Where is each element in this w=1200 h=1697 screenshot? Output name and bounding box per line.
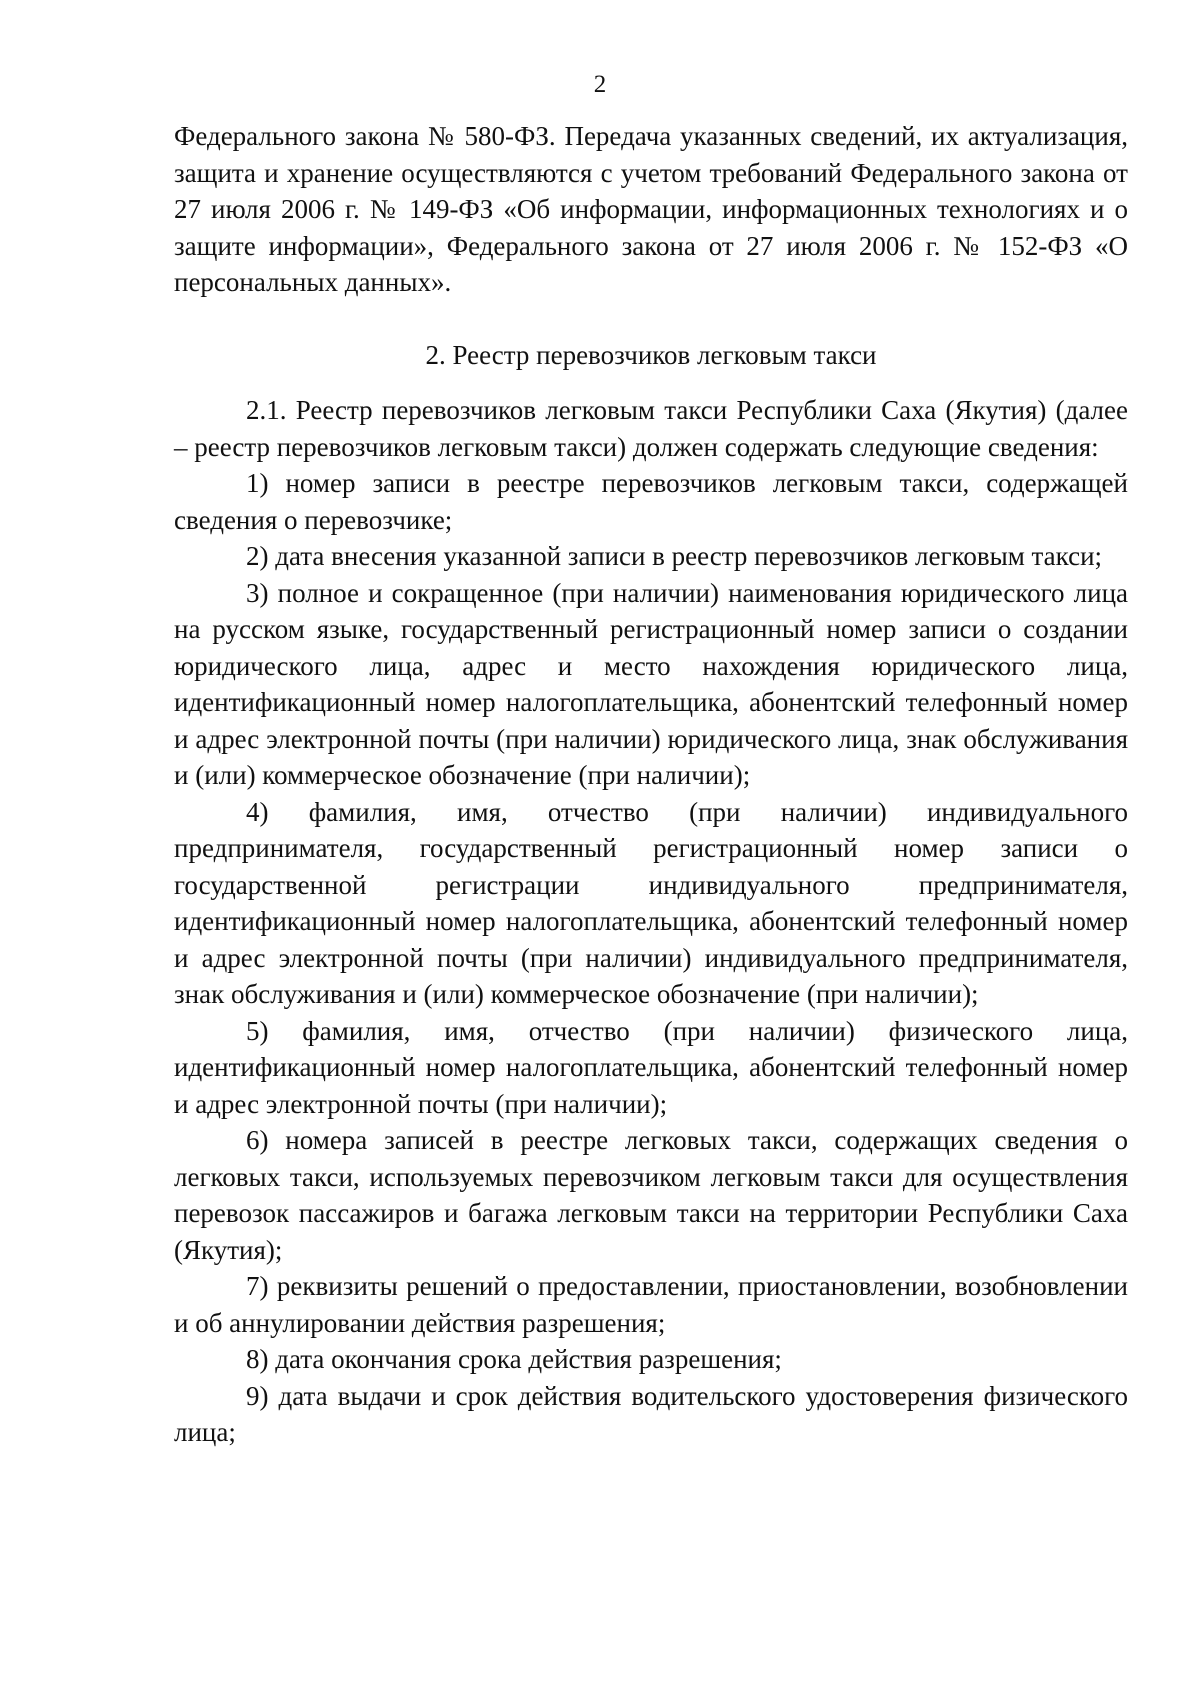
- list-item-1: 1) номер записи в реестре перевозчиков легковым такси, содержащей сведения о перевозчике;: [174, 468, 1128, 535]
- list-item-3: 3) полное и сокращенное (при наличии) наименования юридического лица на русском языке, государственный регистрационный номер записи о создании юридического лица, адрес и место нахождения юридического лица, идентификационный номер налогоплательщика, абонентский телефонный номер и адрес электронной почты (при наличии) юридического лица, знак обслуживания и (или) коммерческое обозначение (при наличии);: [174, 577, 1128, 790]
- spacer: [174, 301, 1128, 319]
- list-item-2: 2) дата внесения указанной записи в реестр перевозчиков легковым такси;: [246, 541, 1103, 571]
- list-item-9: 9) дата выдачи и срок действия водительского удостоверения физического лица;: [174, 1380, 1128, 1447]
- intro-paragraph: Федерального закона № 580-ФЗ. Передача указанных сведений, их актуализация, защита и хранение осуществляются с учетом требований Федерального закона от 27 июля 2006 г. № 149-ФЗ «Об информации, информационных технологиях и о защите информации», Федерального закона от 27 июля 2006 г. № 152-ФЗ «О персональных данных».: [174, 121, 1128, 297]
- list-item-8: 8) дата окончания срока действия разрешения;: [246, 1344, 782, 1374]
- list-item-7: 7) реквизиты решений о предоставлении, приостановлении, возобновлении и об аннулировании действия разрешения;: [174, 1271, 1128, 1338]
- page-number: 2: [593, 71, 607, 98]
- document-body: [174, 118, 1128, 1451]
- list-item-4: 4) фамилия, имя, отчество (при наличии) индивидуального предпринимателя, государственный регистрационный номер записи о государственной регистрации индивидуального предпринимателя, идентификационный номер налогоплательщика, абонентский телефонный номер и адрес электронной почты (при наличии) индивидуального предпринимателя, знак обслуживания и (или) коммерческое обозначение (при наличии);: [174, 796, 1128, 1009]
- list-item-5: 5) фамилия, имя, отчество (при наличии) физического лица, идентификационный номер налогоплательщика, абонентский телефонный номер и адрес электронной почты (при наличии);: [174, 1015, 1128, 1119]
- list-item-6: 6) номера записей в реестре легковых такси, содержащих сведения о легковых такси, используемых перевозчиком легковым такси для осуществления перевозок пассажиров и багажа легковым такси на территории Республики Саха (Якутия);: [174, 1125, 1128, 1265]
- section-heading: 2. Реестр перевозчиков легковым такси: [425, 339, 877, 370]
- section-lead-paragraph: 2.1. Реестр перевозчиков легковым такси Республики Саха (Якутия) (далее – реестр перевозчиков легковым такси) должен содержать следующие сведения:: [174, 395, 1128, 462]
